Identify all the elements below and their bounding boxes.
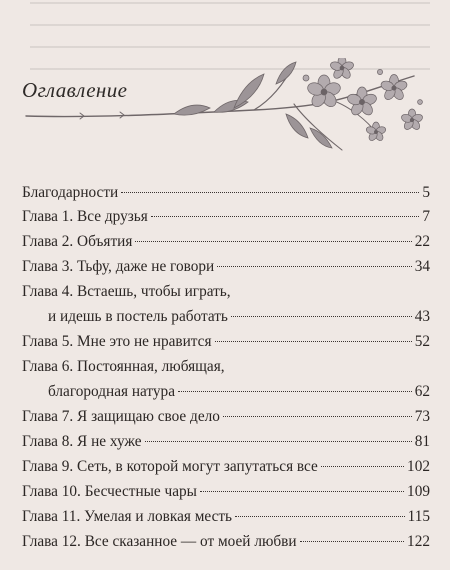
toc-entry bbox=[22, 404, 430, 429]
toc-page-number: 73 bbox=[414, 408, 430, 425]
toc-entry bbox=[22, 329, 430, 354]
toc-entry-title: Глава 10. Бесчестные чары bbox=[22, 483, 197, 500]
dot-leader bbox=[223, 416, 412, 417]
dot-leader bbox=[215, 341, 412, 342]
toc-entry-title-continued: и идешь в постель работать bbox=[48, 308, 228, 325]
toc-entry bbox=[22, 454, 430, 479]
dot-leader bbox=[145, 441, 412, 442]
toc-page-number: 22 bbox=[414, 233, 430, 250]
toc-entry bbox=[22, 504, 430, 529]
dot-leader bbox=[321, 466, 404, 467]
toc-entry-title: Глава 5. Мне это не нравится bbox=[22, 333, 212, 350]
toc-entry-title: Глава 9. Сеть, в которой могут запутаться все bbox=[22, 458, 318, 475]
toc-entry-title-continued: благородная натура bbox=[48, 383, 175, 400]
toc-page-number: 109 bbox=[407, 483, 430, 500]
toc-page-number: 52 bbox=[414, 333, 430, 350]
dot-leader bbox=[121, 192, 419, 193]
toc-page-number: 115 bbox=[407, 508, 430, 525]
dot-leader bbox=[235, 516, 405, 517]
toc-page-number: 7 bbox=[422, 208, 430, 225]
toc-entry bbox=[22, 529, 430, 554]
toc-entry bbox=[22, 254, 430, 279]
toc-entry-title: Глава 2. Объятия bbox=[22, 233, 133, 250]
toc-entry bbox=[22, 479, 430, 504]
dot-leader bbox=[231, 316, 412, 317]
dot-leader bbox=[300, 541, 404, 542]
dot-leader bbox=[135, 241, 411, 242]
flower-branch-icon bbox=[24, 58, 434, 168]
toc-entry-title: Глава 1. Все друзья bbox=[22, 208, 148, 225]
toc-entry bbox=[22, 429, 430, 454]
toc-entry-title: Глава 6. Постоянная, любящая, bbox=[22, 358, 225, 375]
toc-entry-title: Глава 3. Тьфу, даже не говори bbox=[22, 258, 215, 275]
toc-entry-title: Благодарности bbox=[22, 184, 119, 201]
dot-leader bbox=[178, 391, 412, 392]
toc-entry-title: Глава 11. Умелая и ловкая месть bbox=[22, 508, 233, 525]
dot-leader bbox=[200, 491, 404, 492]
toc-entry bbox=[22, 354, 430, 404]
toc-page-number: 5 bbox=[422, 184, 430, 201]
toc-page-number: 122 bbox=[407, 533, 430, 550]
toc-page-number: 81 bbox=[414, 433, 430, 450]
toc-entry-title: Глава 8. Я не хуже bbox=[22, 433, 142, 450]
toc-entry bbox=[22, 182, 430, 204]
toc-entry bbox=[22, 204, 430, 229]
toc-entry bbox=[22, 229, 430, 254]
toc-page-number: 43 bbox=[414, 308, 430, 325]
toc-entry-title: Глава 7. Я защищаю свое дело bbox=[22, 408, 220, 425]
toc-entry-title: Глава 4. Встаешь, чтобы играть, bbox=[22, 283, 231, 300]
table-of-contents bbox=[22, 182, 430, 554]
page-title: Оглавление bbox=[22, 78, 128, 102]
dot-leader bbox=[217, 266, 412, 267]
toc-page-number: 34 bbox=[414, 258, 430, 275]
toc-page-number: 62 bbox=[414, 383, 430, 400]
toc-entry-title: Глава 12. Все сказанное — от моей любви bbox=[22, 533, 297, 550]
toc-entry bbox=[22, 279, 430, 329]
dot-leader bbox=[151, 216, 420, 217]
toc-page-number: 102 bbox=[407, 458, 430, 475]
